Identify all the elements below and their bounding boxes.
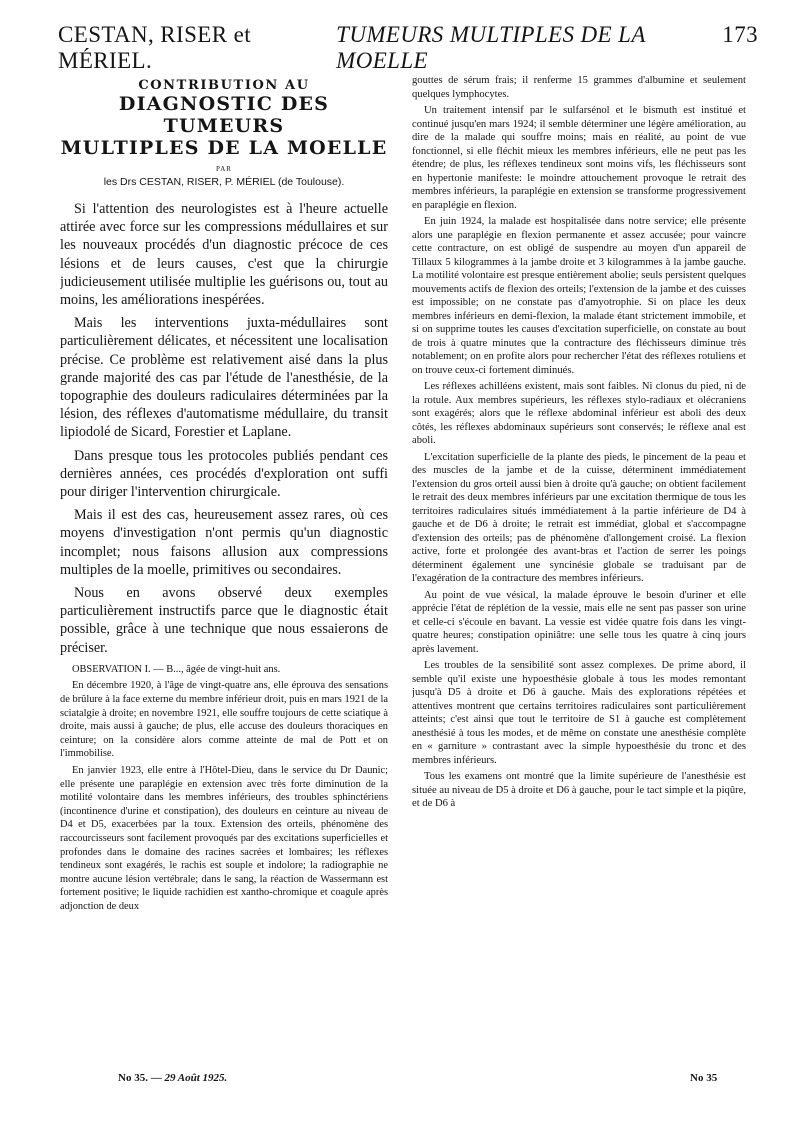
body-paragraph: Les troubles de la sensibilité sont assez complexes. De prime abord, il semble qu'il existe une hypoesthésie globale à tous les modes remontant jusqu'à D5 à droite et D6 à gauche. Mais des explorations répétées et attentives montrent que certains territoires radiculaires sont particulièrement atteints; c'est ainsi que tout le territoire de S1 à gauche est complètement anesthésié à tous les modes, et de même on constate une anesthésie complète en « garniture » contrastant avec la simple hypoesthésie du tronc et des membres inférieurs. <box>412 660 746 766</box>
running-head-authors: CESTAN, RISER et MÉRIEL. <box>58 22 252 73</box>
title-kicker: CONTRIBUTION AU <box>138 78 310 93</box>
title-line-1: DIAGNOSTIC DES TUMEURS <box>118 93 330 137</box>
body-paragraph: L'excitation superficielle de la plante des pieds, le pincement de la peau et des muscles de la jambe et de la cuisse, déterminent immédiatement l'extension du gros orteil aussi bien à droite qu'à gauche; on obtient facilement le retrait des deux membres inférieurs par une excitation thermique de tous les territoires radiculaires situés immédiatement à la partie inférieure de D4 à gauche et de D6 à droite; le retrait est immédiat, global et s'accompagne d'extension des orteils; pas de phénomène d'allongement croisé. La flexion active, forte et prolongée des avant-bras et l'action de serrer les poings déterminent également une syncinésie globale se traduisant par de l'exagération de la contracture des membres inférieurs. <box>412 451 746 584</box>
observation-paragraph: En décembre 1920, à l'âge de vingt-quatre ans, elle éprouva des sensations de brûlure à la face externe du membre inférieur droit, puis en mars 1921 de la sciatalgie à droite; en novembre 1921, elle souffre toujours de cette sciatique à droite, mais aussi à gauche; de plus, elle accuse des douleurs thoraciques en ceinture; on la considère alors comme atteinte de mal de Pott et on l'immobilise. <box>60 680 388 760</box>
body-paragraph: Au point de vue vésical, la malade éprouve le besoin d'uriner et elle apprécie l'état de réplétion de la vessie, mais elle ne sent pas passer son urine et celle-ci s'écoule en bavant. La vessie est vidée quatre fois dans les vingt-quatre heures; constipation opiniâtre: une selle tous les quatre à cinq jours après lavement. <box>412 589 746 655</box>
footer-issue: No 35. — <box>118 1072 162 1084</box>
lead-paragraph: Dans presque tous les protocoles publiés pendant ces dernières années, ces procédés d'exploration ont suffi pour diriger l'intervention chirurgicale. <box>60 447 388 501</box>
lead-paragraph: Mais les interventions juxta-médullaires sont particulièrement délicates, et nécessitent une localisation précise. Ce problème est relativement aisé dans la plus grande majorité des cas par l'étude de l'anesthésie, de la topographie des douleurs radiculaires déterminées par la lésion, des réflexes d'automatisme médullaire, du transit lipiodolé de Sicard, Forestier et Laplane. <box>60 315 388 441</box>
byline-par: PAR <box>216 165 232 173</box>
body-paragraph: gouttes de sérum frais; il renferme 15 grammes d'albumine et seulement quelques lymphocytes. <box>412 75 746 100</box>
right-column <box>412 74 746 1074</box>
observation-section <box>60 663 388 914</box>
footer-date: 29 Août 1925. <box>164 1072 228 1084</box>
body-paragraph: Les réflexes achilléens existent, mais sont faibles. Ni clonus du pied, ni de la rotule. Aux membres supérieurs, les réflexes stylo-radiaux et olécraniens sont exagérés; alors que le réflexe abdominal inférieur est aboli des deux côtés, les réflexes abdominaux supérieurs sont conservés; le réflexe anal est aboli. <box>412 381 746 446</box>
title-line-2: MULTIPLES DE LA MOELLE <box>60 137 388 159</box>
page-number: 173 <box>722 22 758 47</box>
article-authors: les Drs CESTAN, RISER, P. MÉRIEL (de Toulouse). <box>103 176 345 188</box>
lead-section <box>60 200 388 657</box>
body-paragraph: Un traitement intensif par le sulfarsénol et le bismuth est institué et continué jusqu'en mars 1924; il semble déterminer une légère amélioration, au dire de la malade qui souffre moins; mais en réalité, au point de vue fonctionnel, si elle fléchit mieux les membres inférieurs, elle ne peut pas les étendre; de plus, les réflexes tendineux sont moins vifs, les fléchisseurs sont en hypertonie manifeste: le moindre attouchement provoque le retrait des membres inférieurs, la paraplégie en extension se transforme progressivement en paraplégie en flexion. <box>412 105 746 211</box>
body-paragraph: En juin 1924, la malade est hospitalisée dans notre service; elle présente alors une paraplégie en flexion permanente et assez accusée; pour vaincre cette contracture, on est obligé de suspendre au moyen d'un appareil de Tillaux 5 kilogrammes à la jambe droite et 3 kilogrammes à la jambe gauche. La motilité volontaire est presque entièrement abolie; seuls persistent quelques mouvements actifs de flexion des orteils; l'extension de la jambe et des cuisses est impossible; on ne constate pas d'amyotrophie. Si on place les deux membres inférieurs en demi-flexion, la malade étant strictement immobile, et si on supprime toutes les causes d'excitation superficielle, on constate au bout de trois à quatre minutes que la contracture des fléchisseurs diminue très notablement; on en profite alors pour rechercher l'état des réflexes rotuliens et on trouve ceux-ci fortement diminués. <box>412 216 746 376</box>
body-paragraph: Tous les examens ont montré que la limite supérieure de l'anesthésie est située au niveau de D5 à droite et D6 à gauche, pour le tact simple et la piqûre, et de D6 à <box>412 771 746 809</box>
observation-paragraph: En janvier 1923, elle entre à l'Hôtel-Dieu, dans le service du Dr Daunic; elle présente une paraplégie en extension avec très forte diminution de la motilité volontaire dans les membres inférieurs, des troubles sphinctériens (incontinence d'urine et constipation), des douleurs en ceinture au niveau de D4 et D5, exacerbées par la toux. Extension des orteils, phénomène des raccourcisseurs sont facilement provoqués par des excitations superficielles et profondes dans le domaine des racines sacrées et lombaires; les réflexes tendineux sont exagérés, le rachis est souple et indolore; la radiographie ne montre aucune lésion vertébrale; dans le sang, la réaction de Wassermann est fortement positive; le liquide rachidien est xantho-chromique et coagule après adjonction de deux <box>60 765 388 912</box>
left-column <box>60 78 388 1058</box>
article-title-block <box>60 78 388 188</box>
running-head <box>58 22 758 73</box>
footer-issue-date <box>118 1072 227 1084</box>
observation-heading: OBSERVATION I. — B..., âgée de vingt-huit ans. <box>72 663 281 675</box>
running-head-title: TUMEURS MULTIPLES DE LA MOELLE <box>336 22 646 73</box>
lead-paragraph: Nous en avons observé deux exemples particulièrement instructifs parce que le diagnostic était possible, grâce à une technique que nous essaierons de préciser. <box>60 585 388 656</box>
lead-paragraph: Mais il est des cas, heureusement assez rares, où ces moyens d'investigation n'ont permis qu'un diagnostic incomplet; nous faisons allusion aux compressions multiples de la moelle, primitives ou secondaires. <box>60 507 388 578</box>
lead-paragraph: Si l'attention des neurologistes est à l'heure actuelle attirée avec force sur les compressions médullaires et sur les nouveaux procédés d'un diagnostic précoce de ces lésions et de leurs causes, c'est que la chirurgie judicieusement utilisée multiplie les guérisons ou, tout au moins, les améliorations inespérées. <box>60 201 388 309</box>
footer-issue-right: No 35 <box>690 1072 718 1084</box>
